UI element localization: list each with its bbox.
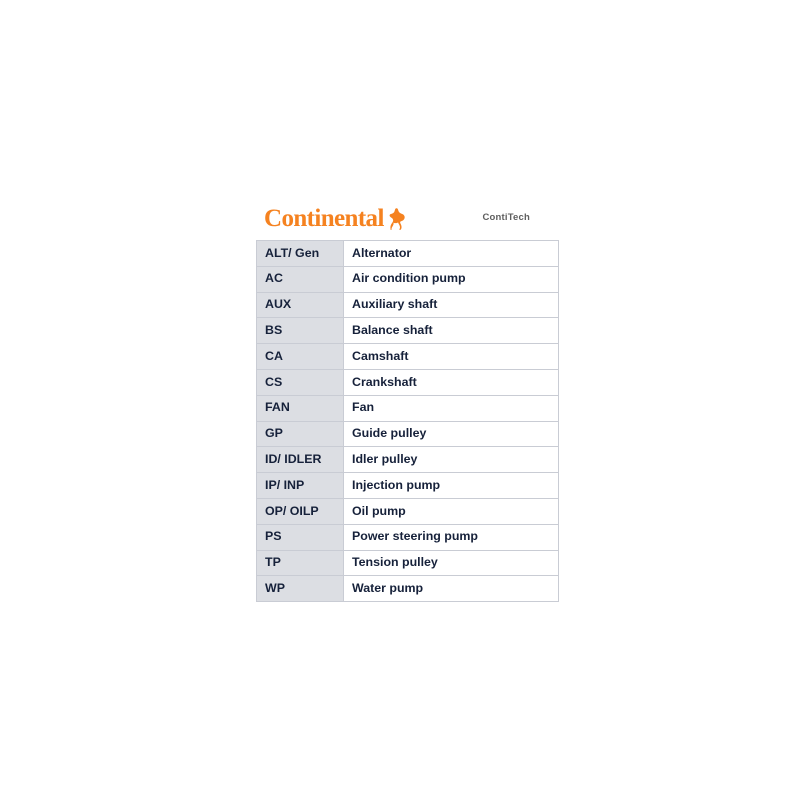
abbreviation-cell: AC <box>257 266 344 292</box>
brand-wordmark: Continental <box>264 204 384 232</box>
table-row <box>257 266 559 292</box>
abbreviation-cell: OP/ OILP <box>257 498 344 524</box>
table-row <box>257 576 559 602</box>
description-cell: Air condition pump <box>344 266 559 292</box>
description-cell: Crankshaft <box>344 369 559 395</box>
description-cell: Injection pump <box>344 473 559 499</box>
table-row <box>257 550 559 576</box>
abbreviation-legend-card <box>256 196 540 602</box>
abbreviation-cell: ID/ IDLER <box>257 447 344 473</box>
abbreviation-cell: ALT/ Gen <box>257 241 344 267</box>
table-row <box>257 369 559 395</box>
sub-brand-label: ContiTech <box>482 211 530 223</box>
abbreviation-cell: CS <box>257 369 344 395</box>
table-row <box>257 498 559 524</box>
description-cell: Alternator <box>344 241 559 267</box>
description-cell: Water pump <box>344 576 559 602</box>
abbreviation-table-body <box>257 241 559 602</box>
abbreviation-table <box>256 240 559 602</box>
abbreviation-cell: TP <box>257 550 344 576</box>
brand-header <box>256 196 540 240</box>
abbreviation-cell: WP <box>257 576 344 602</box>
abbreviation-cell: BS <box>257 318 344 344</box>
description-cell: Tension pulley <box>344 550 559 576</box>
table-row <box>257 395 559 421</box>
table-row <box>257 421 559 447</box>
description-cell: Power steering pump <box>344 524 559 550</box>
table-row <box>257 344 559 370</box>
horse-logo-icon <box>387 208 406 230</box>
description-cell: Balance shaft <box>344 318 559 344</box>
table-row <box>257 292 559 318</box>
description-cell: Camshaft <box>344 344 559 370</box>
description-cell: Guide pulley <box>344 421 559 447</box>
description-cell: Auxiliary shaft <box>344 292 559 318</box>
abbreviation-cell: CA <box>257 344 344 370</box>
description-cell: Fan <box>344 395 559 421</box>
table-row <box>257 473 559 499</box>
table-row <box>257 447 559 473</box>
abbreviation-cell: GP <box>257 421 344 447</box>
abbreviation-cell: PS <box>257 524 344 550</box>
abbreviation-cell: IP/ INP <box>257 473 344 499</box>
abbreviation-cell: FAN <box>257 395 344 421</box>
table-row <box>257 241 559 267</box>
table-row <box>257 318 559 344</box>
brand-logo <box>264 206 406 231</box>
abbreviation-cell: AUX <box>257 292 344 318</box>
table-row <box>257 524 559 550</box>
description-cell: Idler pulley <box>344 447 559 473</box>
description-cell: Oil pump <box>344 498 559 524</box>
